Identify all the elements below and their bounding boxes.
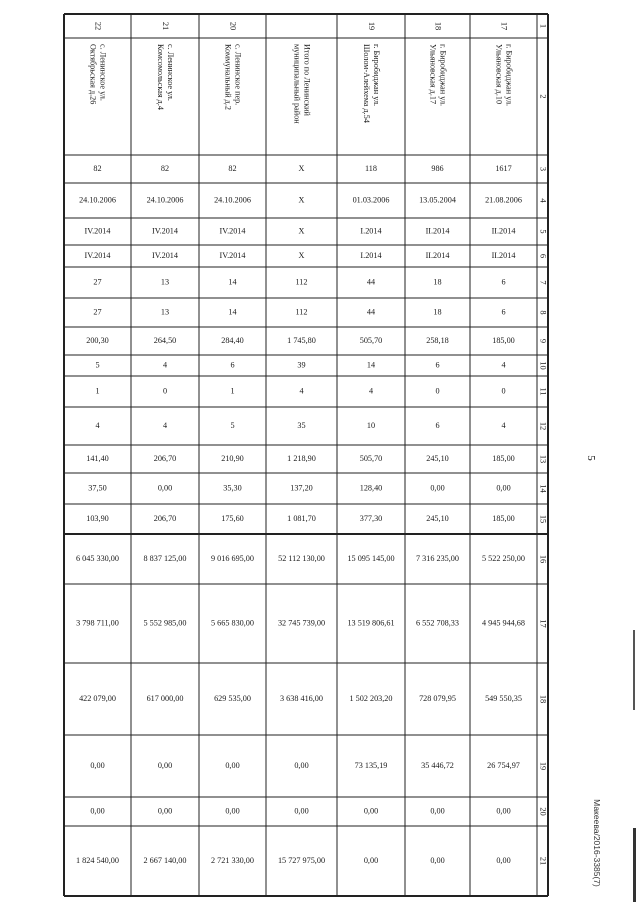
table-cell: 0 — [501, 386, 506, 396]
table-cell: 629 535,00 — [214, 693, 251, 703]
table-cell: 8 837 125,00 — [143, 553, 187, 563]
table-cell: 0 — [435, 386, 440, 396]
table-cell: 21.08.2006 — [485, 195, 522, 205]
table-cell: 44 — [366, 307, 376, 317]
table-cell: 185,00 — [492, 335, 515, 345]
table-cell: 73 135,19 — [354, 760, 388, 770]
table-cell: 14 — [228, 307, 237, 317]
table-cell: 18 — [433, 307, 442, 317]
table-cell: 2 721 330,00 — [211, 855, 254, 865]
table-cell: 24.10.2006 — [214, 195, 251, 205]
column-header-address: с. Ленинское ул. — [98, 44, 108, 101]
table-cell: 5 — [95, 360, 100, 370]
table-cell: 4 — [368, 386, 374, 396]
table-cell: Х — [298, 195, 305, 205]
table-cell: 245,10 — [426, 513, 449, 523]
table-cell: 37,50 — [88, 483, 107, 493]
table-cell: 01.03.2006 — [352, 195, 390, 205]
table-cell: 35 — [297, 420, 306, 430]
table-cell: 82 — [93, 163, 102, 173]
table-cell: 185,00 — [492, 453, 515, 463]
table-cell: 4 — [299, 386, 304, 396]
table-cell: IV.2014 — [84, 250, 111, 260]
table-cell: II.2014 — [491, 226, 516, 236]
table-cell: 0,00 — [294, 760, 309, 770]
table-cell: 206,70 — [153, 513, 177, 523]
table-cell: 1617 — [495, 163, 512, 173]
row-label: 5 — [538, 229, 548, 234]
table-cell: 258,18 — [426, 335, 449, 345]
table-cell: 0,00 — [496, 483, 511, 493]
table-cell: 3 798 711,00 — [76, 618, 119, 628]
column-header-address: с. Ленинское пер. — [233, 44, 243, 106]
row-label: 10 — [538, 361, 548, 370]
row-label: 16 — [538, 554, 548, 564]
row-label: 20 — [538, 807, 548, 816]
table-cell: 0,00 — [496, 855, 511, 865]
table-cell: 52 112 130,00 — [278, 553, 325, 563]
table-cell: I.2014 — [360, 226, 382, 236]
table-cell: 9 016 695,00 — [211, 553, 254, 563]
table-cell: 82 — [228, 163, 237, 173]
table-cell: 986 — [431, 163, 444, 173]
table-cell: 128,40 — [359, 483, 383, 493]
table-cell: 6 — [501, 307, 506, 317]
column-index: 19 — [367, 21, 377, 31]
table-cell: 728 079,95 — [419, 693, 456, 703]
table-cell: 2 667 140,00 — [143, 855, 187, 865]
page-edge-mark — [633, 630, 635, 710]
table-cell: 1 — [95, 386, 100, 396]
column-index: 17 — [499, 21, 509, 31]
table-cell: 210,90 — [221, 453, 244, 463]
row-label: 2 — [538, 94, 548, 99]
table-cell: 4 — [501, 360, 506, 370]
page-number: 5 — [584, 455, 597, 461]
table-cell: 377,30 — [359, 513, 383, 523]
row-label: 13 — [538, 454, 548, 464]
document-code-text: Макеева/2016-3385(7) — [592, 799, 602, 887]
table-cell: 112 — [295, 307, 308, 317]
column-header-address: г. Биробиджан ул. — [372, 44, 382, 107]
table-cell: 0,00 — [294, 806, 309, 816]
table-cell: 39 — [297, 360, 306, 370]
table-cell: 617 000,00 — [146, 693, 184, 703]
row-label: 6 — [538, 253, 548, 259]
table-cell: 1 218,90 — [287, 453, 316, 463]
table-cell: 0,00 — [90, 760, 105, 770]
table-cell: 200,30 — [86, 335, 109, 345]
table-cell: 10 — [366, 420, 376, 430]
row-label: 14 — [538, 484, 548, 493]
table-cell: 6 — [501, 277, 506, 287]
table-cell: 505,70 — [359, 335, 383, 345]
table-cell: Х — [298, 163, 305, 173]
row-label: 4 — [538, 198, 548, 203]
table-cell: 5 — [230, 420, 235, 430]
column-index: 20 — [228, 21, 238, 31]
row-label: 18 — [538, 694, 548, 704]
table-cell: 0 — [162, 386, 168, 396]
table-cell: 264,50 — [153, 335, 177, 345]
table-cell: 0,00 — [157, 806, 173, 816]
table-cell: 118 — [365, 163, 377, 173]
column-index: 18 — [433, 21, 443, 31]
table-cell: 0,00 — [90, 806, 105, 816]
table-cell: 6 045 330,00 — [76, 553, 119, 563]
row-label: 19 — [538, 761, 548, 771]
table-cell: 0,00 — [363, 855, 379, 865]
table-cell: 13 — [160, 277, 170, 287]
table-cell: 1 081,70 — [287, 513, 316, 523]
table-cell: 4 — [162, 360, 168, 370]
column-header-address: Ульяновская д.10 — [494, 44, 504, 105]
table-cell: 505,70 — [359, 453, 383, 463]
table-cell: 24.10.2006 — [79, 195, 116, 205]
table-cell: 27 — [93, 277, 102, 287]
table-cell: I.2014 — [360, 250, 382, 260]
page-edge-mark — [633, 828, 636, 902]
column-header-address: г. Биробиджан ул. — [438, 44, 448, 107]
table-cell: II.2014 — [425, 250, 450, 260]
table-cell: 4 — [95, 420, 100, 430]
row-label: 9 — [538, 338, 548, 344]
table-cell: 137,20 — [290, 483, 313, 493]
table-cell: 185,00 — [492, 513, 515, 523]
column-header-address: Шолом-Алейхема д.54 — [362, 44, 372, 123]
table-cell: 0,00 — [157, 483, 173, 493]
column-header-address: Октябрьская д.26 — [88, 44, 98, 105]
table-cell: 5 552 985,00 — [143, 618, 187, 628]
table-cell: 35,30 — [223, 483, 242, 493]
table-cell: 13 — [160, 307, 170, 317]
table-cell: 44 — [366, 277, 376, 287]
table-cell: 0,00 — [430, 806, 445, 816]
table-cell: 0,00 — [363, 806, 379, 816]
table-cell: IV.2014 — [151, 250, 179, 260]
table-cell: 24.10.2006 — [146, 195, 184, 205]
table-cell: 3 638 416,00 — [280, 693, 323, 703]
table-cell: 422 079,00 — [79, 693, 116, 703]
row-label: 12 — [538, 421, 548, 431]
table-cell: 1 502 203,20 — [349, 693, 393, 703]
table-cell: 13 519 806,61 — [347, 618, 395, 628]
column-header-address: муниципальный район — [292, 44, 302, 124]
table-cell: 1 — [230, 386, 235, 396]
table-cell: 5 665 830,00 — [211, 618, 254, 628]
table-cell: 14 — [228, 277, 237, 287]
table-cell: 27 — [93, 307, 102, 317]
table-cell: 15 727 975,00 — [277, 855, 326, 865]
table-cell: 6 — [230, 360, 235, 370]
column-header-address: Итого по Ленинский — [302, 44, 312, 116]
row-label: 7 — [538, 280, 548, 285]
table-cell: 82 — [160, 163, 170, 173]
table-cell: II.2014 — [491, 250, 516, 260]
table-cell: 549 550,35 — [485, 693, 522, 703]
table-cell: 13.05.2004 — [419, 195, 456, 205]
table-cell: 26 754,97 — [487, 760, 520, 770]
table-cell: 112 — [295, 277, 308, 287]
table-cell: 32 745 739,00 — [277, 618, 326, 628]
table-cell: 103,90 — [86, 513, 109, 523]
table-cell: 6 — [435, 360, 440, 370]
table-cell: 1 824 540,00 — [76, 855, 119, 865]
column-index: 22 — [93, 21, 103, 31]
column-header-address: с. Ленинское ул. — [166, 44, 176, 101]
table-cell: II.2014 — [425, 226, 450, 236]
row-label: 17 — [538, 619, 548, 628]
table-cell: IV.2014 — [219, 250, 246, 260]
column-header-address: г. Биробиджан ул. — [504, 44, 514, 107]
table-cell: 245,10 — [426, 453, 449, 463]
row-label: 15 — [538, 514, 548, 524]
table-cell: 15 095 145,00 — [347, 553, 395, 563]
table-cell: Х — [298, 250, 305, 260]
row-label: 11 — [538, 387, 548, 396]
table-cell: 6 552 708,33 — [416, 618, 459, 628]
table-cell: 4 945 944,68 — [482, 618, 525, 628]
table-cell: 7 316 235,00 — [416, 553, 459, 563]
table-cell: 6 — [435, 420, 440, 430]
table-cell: 141,40 — [86, 453, 109, 463]
table-cell: 18 — [433, 277, 442, 287]
column-header-address: Комсомольская д.4 — [156, 44, 166, 110]
table-cell: IV.2014 — [84, 226, 111, 236]
column-index: 21 — [161, 21, 171, 31]
table-cell: 206,70 — [153, 453, 177, 463]
table-cell: 175,60 — [221, 513, 244, 523]
row-label: 3 — [538, 166, 548, 172]
row-label: 8 — [538, 310, 548, 315]
table-cell: 0,00 — [430, 855, 445, 865]
table-cell: 0,00 — [225, 760, 240, 770]
table-cell: 0,00 — [225, 806, 240, 816]
row-label: 1 — [538, 23, 548, 29]
table-cell: IV.2014 — [219, 226, 246, 236]
table-cell: Х — [298, 226, 305, 236]
table-cell: 284,40 — [221, 335, 244, 345]
table-cell: 0,00 — [157, 760, 173, 770]
table-cell: 1 745,80 — [287, 335, 316, 345]
table-cell: 0,00 — [430, 483, 445, 493]
table-cell: 35 446,72 — [421, 760, 454, 770]
table-cell: 4 — [162, 420, 168, 430]
column-header-address: Ульяновская д.17 — [428, 44, 438, 105]
table-cell: 14 — [366, 360, 376, 370]
table-cell: IV.2014 — [151, 226, 179, 236]
row-label: 21 — [538, 856, 548, 866]
table-cell: 4 — [501, 420, 506, 430]
table-cell: 5 522 250,00 — [482, 553, 525, 563]
table-cell: 0,00 — [496, 806, 511, 816]
column-header-address: Коммунальный д.2 — [223, 44, 233, 110]
